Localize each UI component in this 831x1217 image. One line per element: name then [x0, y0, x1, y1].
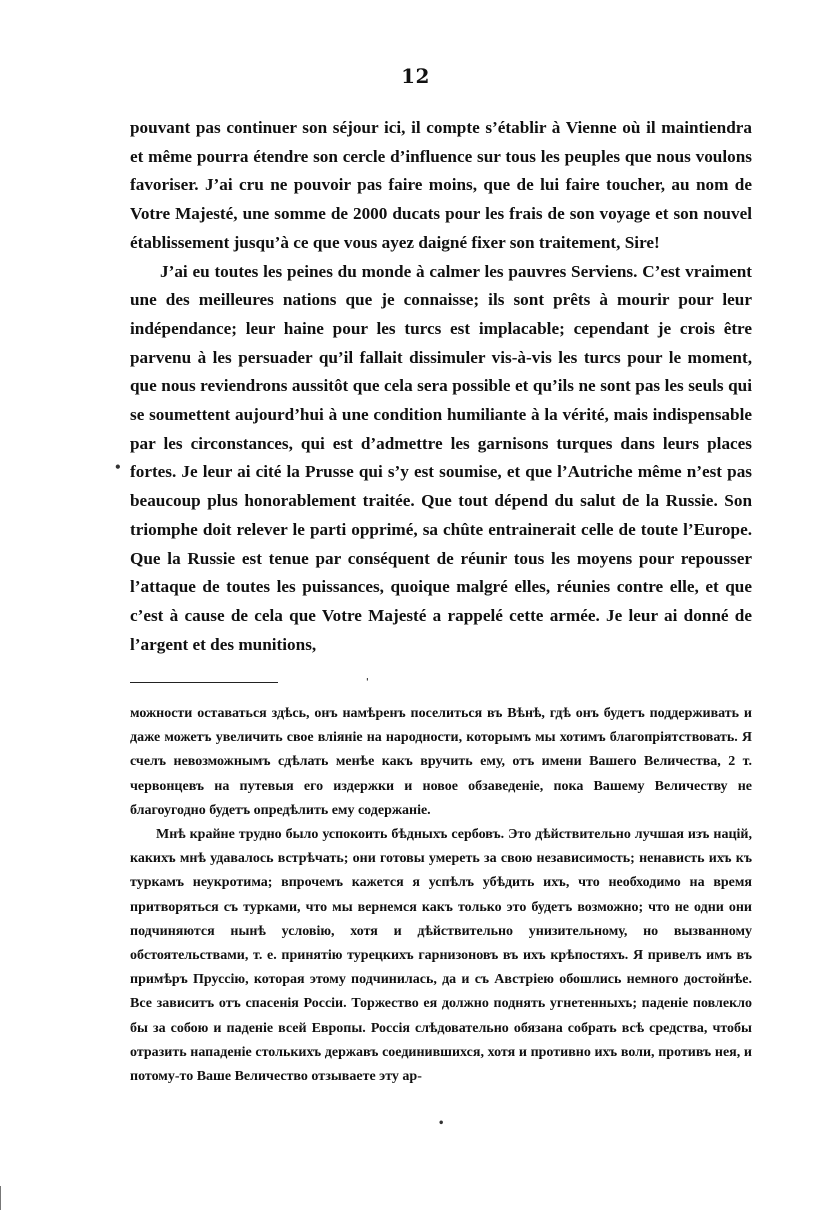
page-number: 12 — [401, 64, 430, 88]
margin-mark-mid: ' — [366, 678, 369, 688]
main-text — [130, 114, 752, 659]
margin-mark-bottom: • — [438, 1118, 445, 1129]
footnote-text — [130, 702, 752, 1089]
scan-edge-mark — [0, 1186, 1, 1210]
footnote-paragraph-2: Мнѣ крайне трудно было успокоить бѣдныхъ сербовъ. Это дѣйствительно лучшая изъ націй, какихъ мнѣ удавалось встрѣчать; они готовы умереть за свою независимость; ненависть ихъ къ туркамъ неукротима; впрочемъ кажется я успѣлъ убѣдить ихъ, что необходимо на время притворяться съ турками, что мы вернемся какъ только это будетъ возможно; что не одни они подчиняются нынѣ условію, хотя и дѣйствительно унизительному, но вызванному обстоятельствами, т. е. принятію турецкихъ гарнизоновъ въ ихъ крѣпостяхъ. Я привелъ имъ въ примѣръ Пруссію, которая этому подчинилась, да и съ Австріею обошлись немного достойнѣе. Все зависитъ отъ спасенія Россіи. Торжество ея должно поднять угнетенныхъ; паденіе повлекло бы за собою и паденіе всей Европы. Россія слѣдовательно обязана собрать всѣ средства, чтобы отразить нападеніе столькихъ державъ соединившихся, хотя и противно ихъ воли, противъ нея, и потому-то Ваше Величество отзываете эту ар- — [130, 827, 752, 1085]
main-paragraph-1: pouvant pas continuer son séjour ici, il compte s’établir à Vienne où il maintiendra et même pourra étendre son cercle d’influence sur tous les peuples que nous voulons favoriser. J’ai cru ne pouvoir pas faire moins, que de lui faire toucher, au nom de Votre Majesté, une somme de 2000 ducats pour les frais de son voyage et son nouvel établissement jusqu’à ce que vous ayez daigné fixer son traitement, Sire! — [130, 118, 752, 252]
margin-mark-left: • — [114, 460, 122, 474]
footnote-divider — [130, 682, 278, 683]
main-paragraph-2: J’ai eu toutes les peines du monde à calmer les pauvres Serviens. C’est vraiment une des meilleures nations que je connaisse; ils sont prêts à mourir pour leur indépendance; leur haine pour les turcs est implacable; cependant je crois être parvenu à les persuader qu’il fallait dissimuler vis-à-vis les turcs pour le moment, que nous reviendrons aussitôt que cela sera possible et qu’ils ne sont pas les seuls qui se soumettent aujourd’hui à une condition humiliante à la vérité, mais indispensable par les circonstances, qui est d’admettre les garnisons turques dans leurs places fortes. Je leur ai cité la Prusse qui s’y est soumise, et que l’Autriche même n’est pas beaucoup plus honorablement traitée. Que tout dépend du salut de la Russie. Son triomphe doit relever le parti opprimé, sa chûte entrainerait celle de toute l’Europe. Que la Russie est tenue par conséquent de réunir tous les moyens pour repousser l’attaque de toutes les puissances, quoique malgré elles, réunies contre elle, et que c’est à cause de cela que Votre Majesté a rappelé cette armée. Je leur ai donné de l’argent et des munitions, — [130, 261, 752, 654]
footnote-paragraph-1: можности оставаться здѣсь, онъ намѣренъ поселиться въ Вѣнѣ, гдѣ онъ будетъ поддерживать и даже можетъ увеличить свое вліяніе на народности, которымъ мы хотимъ благопріятствовать. Я счелъ невозможнымъ сдѣлать менѣе какъ вручить ему, отъ имени Вашего Величества, 2 т. червонцевъ на путевыя его издержки и новое обзаведеніе, пока Вашему Величеству не благоугодно будетъ опредѣлить ему содержаніе. — [130, 706, 752, 818]
